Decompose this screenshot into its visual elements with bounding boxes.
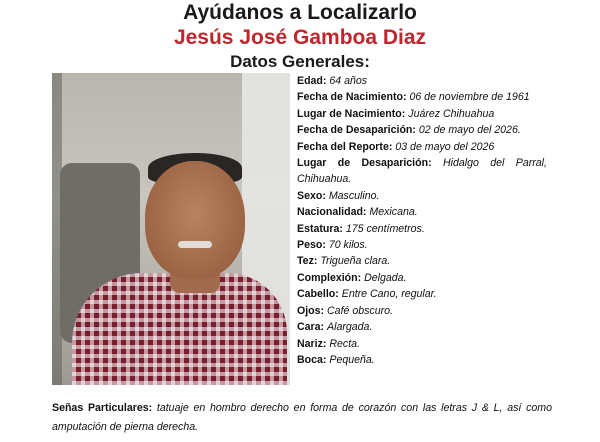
detail-cara <box>297 319 547 335</box>
detail-value: Masculino. <box>328 189 380 202</box>
detail-value: Alargada. <box>327 321 373 334</box>
detail-value: Trigueña clara. <box>320 255 391 268</box>
detail-label: Ojos: <box>297 304 325 317</box>
detail-label: Fecha de Desaparición: <box>297 124 416 137</box>
detail-label: Peso: <box>297 239 326 252</box>
section-heading: Datos Generales: <box>230 52 370 71</box>
details-list <box>297 73 547 368</box>
detail-label: Cabello: <box>297 288 339 301</box>
detail-tez <box>297 253 547 269</box>
detail-label: Lugar de Nacimiento: <box>297 107 406 120</box>
detail-value: Juárez Chihuahua <box>408 107 495 120</box>
distinguishing-marks-label: Señas Particulares: <box>52 401 153 414</box>
detail-lugar-desaparicion <box>297 155 547 188</box>
distinguishing-marks-value: tatuaje en hombro derecho en forma de corazón con las letras J & L, así como amputación de pierna derecha. <box>52 401 552 433</box>
detail-sexo <box>297 188 547 204</box>
detail-cabello <box>297 286 547 302</box>
detail-ojos <box>297 303 547 319</box>
detail-fecha-reporte <box>297 139 547 155</box>
detail-edad <box>297 73 547 89</box>
mustache <box>178 241 212 248</box>
detail-value: 06 de noviembre de 1961 <box>409 91 530 104</box>
detail-label: Fecha de Nacimiento: <box>297 91 407 104</box>
missing-person-name: Jesús José Gamboa Diaz <box>173 26 427 49</box>
poster-title: Ayúdanos a Localizarlo <box>183 1 417 24</box>
detail-label: Complexión: <box>297 271 362 284</box>
detail-label: Tez: <box>297 255 318 268</box>
detail-label: Cara: <box>297 321 325 334</box>
detail-value: Entre Cano, regular. <box>341 288 437 301</box>
detail-value: Delgada. <box>364 271 407 284</box>
detail-value: Mexicana. <box>369 206 418 219</box>
detail-label: Boca: <box>297 353 327 366</box>
detail-label: Sexo: <box>297 189 326 202</box>
detail-value: Pequeña. <box>329 353 375 366</box>
detail-estatura <box>297 221 547 237</box>
detail-label: Edad: <box>297 75 327 87</box>
detail-value: 70 kilos. <box>328 239 368 252</box>
distinguishing-marks <box>52 399 552 437</box>
face <box>145 161 245 279</box>
detail-label: Estatura: <box>297 222 343 235</box>
detail-value: 02 de mayo del 2026. <box>418 124 521 137</box>
detail-label: Nacionalidad: <box>297 206 367 219</box>
detail-nariz <box>297 336 547 352</box>
detail-nacionalidad <box>297 204 547 220</box>
detail-label: Fecha del Reporte: <box>297 140 393 153</box>
detail-complexion <box>297 270 547 286</box>
detail-value: 64 años <box>329 75 368 87</box>
detail-label: Lugar de Desaparición: <box>297 157 432 170</box>
detail-fecha-desaparicion <box>297 122 547 138</box>
detail-value: Recta. <box>329 337 361 350</box>
missing-person-photo <box>52 73 290 385</box>
detail-value: 175 centímetros. <box>345 222 425 235</box>
detail-value: Café obscuro. <box>327 304 393 317</box>
detail-boca <box>297 352 547 368</box>
detail-label: Nariz: <box>297 337 327 350</box>
detail-fecha-nacimiento <box>297 89 547 105</box>
detail-peso <box>297 237 547 253</box>
detail-value: Hidalgo del Parral, Chihuahua. <box>297 157 547 186</box>
detail-value: 03 de mayo del 2026 <box>395 140 495 153</box>
detail-lugar-nacimiento <box>297 106 547 122</box>
